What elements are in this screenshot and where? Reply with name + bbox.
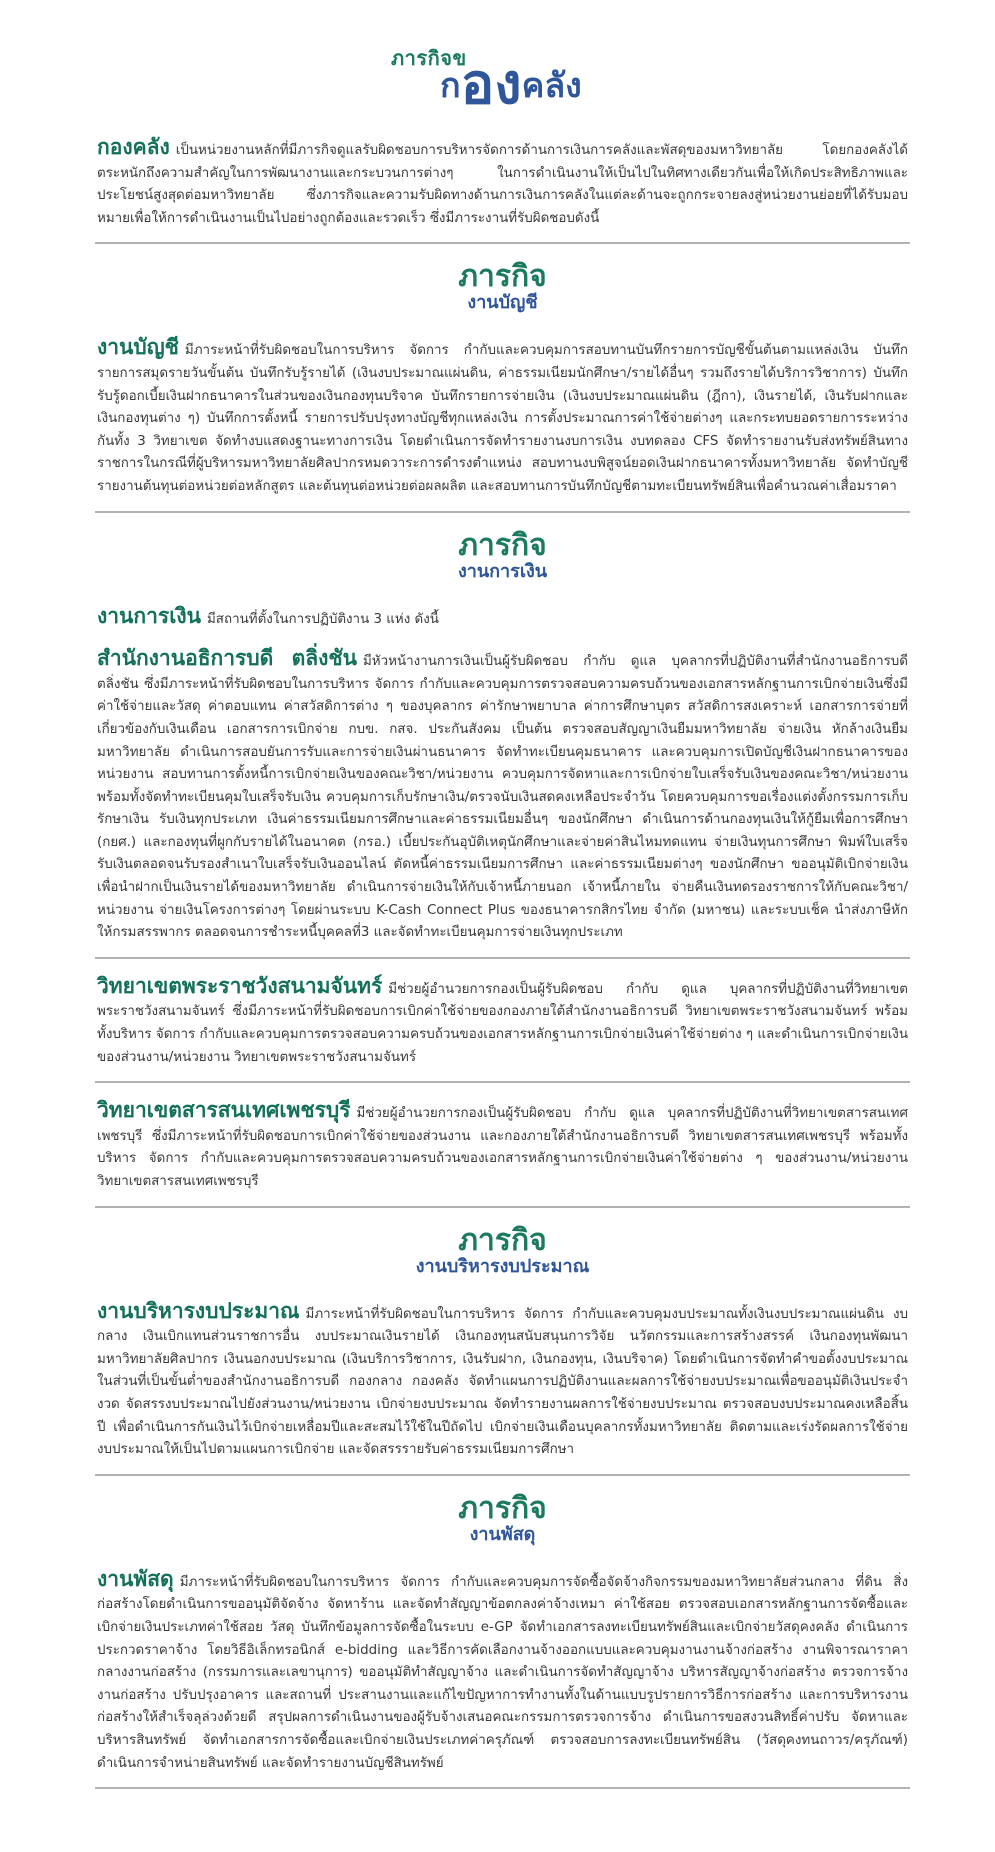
finance-location-paragraph: [95, 975, 910, 1069]
accounting-text: มีภาระหน้าที่รับผิดชอบในการบริหาร จัดการ กำกับและควบคุมการสอบทานบันทึกรายการบัญชีขั้นต้นตามแหล่งเงิน บันทึกรายการสมุดรายวันขั้นต้น บันทึกรับรู้รายได้ (เงินงบประมาณแผ่นดิน, ค่าธรรมเนียมนักศึกษา/รายได้อื่นๆ รวมถึงรายได้บริการวิชาการ) บันทึกรับรู้ดอกเบี้ยเงินฝากธนาคารในส่วนของเงินกองทุนบริจาค บันทึกรายการจ่ายเงิน (เงินงบประมาณแผ่นดิน (ฎีกา), เงินรายได้, เงินรับฝากและเงินกองทุนต่าง ๆ) บันทึกการตั้งหนี้ รายการปรับปรุงทางบัญชีทุกแหล่งเงิน การตั้งประมาณการค่าใช้จ่ายต่างๆ และกระทบยอดรายการระหว่างกันทั้ง 3 วิทยาเขต จัดทำงบแสดงฐานะทางการเงิน โดยดำเนินการจัดทำรายงานงบการเงิน งบทดลอง CFS จัดทำรายงานรับส่งทรัพย์สินทางราชการในกรณีที่ผู้บริหารมหาวิทยาลัยศิลปากรหมดวาระการดำรงตำแหน่ง สอบทานงบพิสูจน์ยอดเงินฝากธนาคารทั้งมหาวิทยาลัย จัดทำบัญชีรายงานต้นทุนต่อหน่วยต่อหลักสูตร และต้นทุนต่อหน่วยต่อผลผลิต และสอบทานการบันทึกบัญชีตามทะเบียนทรัพย์สินเพื่อคำนวณค่าเสื่อมราคา: [97, 343, 908, 494]
hero-prefix: ก: [440, 66, 461, 106]
mission-heading-supplies: [95, 1490, 910, 1545]
intro-lead: กองคลัง: [97, 135, 170, 159]
divider: [95, 1787, 910, 1789]
budget-paragraph: [95, 1300, 910, 1462]
divider: [95, 1206, 910, 1208]
hero-line2: [440, 52, 582, 117]
mission-title: ภารกิจ: [458, 527, 547, 563]
mission-title: ภารกิจ: [458, 1222, 547, 1258]
location-lead: สำนักงานอธิการบดี ตลิ่งชัน: [97, 646, 357, 671]
mission-heading-accounting: [95, 259, 910, 314]
intro-paragraph: [95, 136, 910, 230]
finance-location-paragraph: [95, 647, 910, 945]
finance-location-paragraph: [95, 1099, 910, 1193]
mission-title: ภารกิจ: [458, 259, 547, 295]
page: [95, 0, 910, 1789]
mission-subtitle: งานการเงิน: [457, 560, 548, 582]
mission-subtitle: งานบริหารงบประมาณ: [415, 1255, 590, 1277]
mission-heading-finance: [95, 527, 910, 582]
location-lead: วิทยาเขตสารสนเทศเพชรบุรี: [97, 1098, 351, 1123]
location-text: มีช่วยผู้อำนวยการกองเป็นผู้รับผิดชอบ กำกับ ดูแล บุคลากรที่ปฏิบัติงานที่วิทยาเขตพระราชวังสนามจันทร์ ซึ่งมีภาระหน้าที่รับผิดชอบการเบิกค่าใช้จ่ายของกองภายใต้สำนักงานอธิการบดี วิทยาเขตพระราชวังสนามจันทร์ พร้อมทั้งบริหาร จัดการ กำกับและควบคุมการตรวจสอบความครบถ้วนของเอกสารหลักฐานการเบิกจ่ายเงินค่าใช้จ่ายต่าง ๆ และดำเนินการเบิกจ่ายเงินของส่วนงาน/หน่วยงาน วิทยาเขตพระราชวังสนามจันทร์: [97, 981, 908, 1065]
divider: [95, 957, 910, 959]
divider: [95, 1081, 910, 1083]
mission-heading-budget: [95, 1222, 910, 1277]
accounting-paragraph: [95, 336, 910, 498]
mission-subtitle: งานพัสดุ: [469, 1523, 536, 1545]
budget-text: มีภาระหน้าที่รับผิดชอบในการบริหาร จัดการ กำกับและควบคุมงบประมาณทั้งเงินงบประมาณแผ่นดิน งบกลาง เงินเบิกแทนส่วนราชการอื่น งบประมาณเงินรายได้ เงินกองทุนสนับสนุนการวิจัย นวัตกรรมและการสร้างสรรค์ เงินกองทุนพัฒนามหาวิทยาลัยศิลปากร เงินนอกงบประมาณ (เงินบริการวิชาการ, เงินรับฝาก, เงินกองทุน, เงินบริจาค) โดยดำเนินการจัดทำคำขอตั้งงบประมาณในส่วนที่เป็นขั้นต่ำของสำนักงานอธิการบดี กองกลาง กองคลัง จัดทำแผนการปฏิบัติงานและผลการใช้จ่ายงบประมาณเพื่อขออนุมัติเงินประจำงวด จัดสรรงบประมาณไปยังส่วนงาน/หน่วยงาน เบิกจ่ายงบประมาณ จัดทำรายงานผลการใช้จ่ายงบประมาณ ตรวจสอบงบประมาณคงเหลือสิ้นปี เพื่อดำเนินการกันเงินไว้เบิกจ่ายเหลื่อมปีและสะสมไว้ใช้ในปีถัดไป เบิกจ่ายเงินเดือนบุคลากรทั้งมหาวิทยาลัย ติดตามและเร่งรัดผลการใช้จ่ายงบประมาณให้เป็นไปตามแผนการเบิกจ่าย และจัดสรรรายรับค่าธรรมเนียมการศึกษา: [97, 1306, 908, 1458]
mission-subtitle: งานบัญชี: [467, 292, 538, 314]
supplies-paragraph: [95, 1568, 910, 1775]
budget-lead: งานบริหารงบประมาณ: [97, 1298, 300, 1323]
accounting-lead: งานบัญชี: [97, 335, 179, 360]
hero-suffix: คลัง: [521, 66, 582, 106]
divider: [95, 242, 910, 244]
divider: [95, 511, 910, 513]
hero-title: [95, 38, 910, 117]
finance-lead: งานการเงิน: [97, 603, 201, 628]
hero-big: อง: [460, 52, 522, 117]
location-text: มีหัวหน้างานการเงินเป็นผู้รับผิดชอบ กำกับ ดูแล บุคลากรที่ปฏิบัติงานที่สำนักงานอธิการบดี ตลิ่งชัน ซึ่งมีภาระหน้าที่รับผิดชอบในการบริหาร จัดการ กำกับและควบคุมการตรวจสอบความครบถ้วนของเอกสารหลักฐานการเบิกจ่ายเงินซึ่งมีค่าใช้จ่ายและวัสดุ ค่าตอบแทน ค่าสวัสดิการต่าง ๆ ของบุคลากร ค่ารักษาพยาบาล ค่าการศึกษาบุตร สวัสดิการสงเคราะห์ เอกสารการจ่ายที่เกี่ยวข้องกับเงินเดือน เอกสารการเบิกจ่าย กบข. กสจ. ประกันสังคม เป็นต้น ตรวจสอบสัญญาเงินยืมมหาวิทยาลัย จ่ายเงิน หักล้างเงินยืมมหาวิทยาลัย ดำเนินการสอบยันการรับและการจ่ายเงินผ่านธนาคาร จัดทำทะเบียนคุมธนาคาร และควบคุมการเปิดบัญชีเงินฝากธนาคารของหน่วยงาน สอบทานการตั้งหนี้การเบิกจ่ายเงินของคณะวิชา/หน่วยงาน ควบคุมการจัดหาและการเบิกจ่ายใบเสร็จรับเงินของคณะวิชา/หน่วยงาน พร้อมทั้งจัดทำทะเบียนคุมใบเสร็จรับเงิน ควบคุมการเก็บรักษาเงิน/ตรวจนับเงินสดคงเหลือประจำวัน โดยควบคุมการขอเรื่องแต่งตั้งกรรมการเก็บรักษาเงิน รับเงินทุกประเภท เงินค่าธรรมเนียมการศึกษาและค่าธรรมเนียมอื่นๆ ของนักศึกษา ดำเนินการด้านกองทุนเงินให้กู้ยืมเพื่อการศึกษา (กยศ.) และกองทุนที่ผูกกับรายได้ในอนาคต (กรอ.) เบี้ยประกันอุบัติเหตุนักศึกษาและจ่ายค่าสินไหมทดแทน จ่ายเงินทุนการศึกษา พิมพ์ใบเสร็จรับเงินตลอดจนรับรองสำเนาใบเสร็จรับเงินออนไลน์ ตัดหนี้ค่าธรรมเนียมการศึกษา และค่าธรรมเนียมต่างๆ ของนักศึกษา ขออนุมัติเบิกจ่ายเงินเพื่อนำฝากเป็นเงินรายได้ของมหาวิทยาลัย ดำเนินการจ่ายเงินให้กับเจ้าหนี้ภายนอก เจ้าหนี้ภายใน จ่ายคืนเงินทดรองราชการให้กับคณะวิชา/หน่วยงาน จ่ายเงินโครงการต่างๆ โดยผ่านระบบ K-Cash Connect Plus ของธนาคารกสิกรไทย จำกัด (มหาชน) และระบบเช็ค นำส่งภาษีหักให้กรมสรรพากร ตลอดจนการชำระหนี้บุคคลที่3 และจัดทำทะเบียนคุมการจ่ายเงินทุกประเภท: [97, 654, 908, 941]
supplies-lead: งานพัสดุ: [97, 1566, 174, 1591]
location-text: มีช่วยผู้อำนวยการกองเป็นผู้รับผิดชอบ กำกับ ดูแล บุคลากรที่ปฏิบัติงานที่วิทยาเขตสารสนเทศเพชรบุรี ซึ่งมีภาระหน้าที่รับผิดชอบการเบิกค่าใช้จ่ายของส่วนงาน และกองภายใต้สำนักงานอธิการบดี วิทยาเขตสารสนเทศเพชรบุรี พร้อมทั้งบริหาร จัดการ กำกับและควบคุมการตรวจสอบความครบถ้วนของเอกสารหลักฐานการเบิกจ่ายเงินค่าใช้จ่ายต่าง ๆ ของส่วนงาน/หน่วยงาน วิทยาเขตสารสนเทศเพชรบุรี: [97, 1106, 908, 1189]
location-lead: วิทยาเขตพระราชวังสนามจันทร์: [97, 973, 383, 998]
supplies-text: มีภาระหน้าที่รับผิดชอบในการบริหาร จัดการ กำกับและควบคุมการจัดซื้อจัดจ้างกิจกรรมของมหาวิทยาลัยส่วนกลาง ที่ดิน สิ่งก่อสร้างโดยดำเนินการขออนุมัติจัดจ้าง จัดหาร้าน และจัดทำสัญญาข้อตกลงค่าจ้างเหมา ค่าใช้สอย ตรวจสอบเอกสารหลักฐานการจัดซื้อและเบิกจ่ายเงินประเภทค่าใช้สอย วัสดุ บันทึกข้อมูลการจัดซื้อในระบบ e-GP จัดทำเอกสารลงทะเบียนทรัพย์สินและเบิกจ่ายวัสดุคงคลัง ดำเนินการประกวดราคาจ้าง โดยวิธีอิเล็กทรอนิกส์ e-bidding และวิธีการคัดเลือกงานจ้างออกแบบและควบคุมงานงานจ้างก่อสร้าง งานพิจารณาราคากลางงานก่อสร้าง (กรรมการและเลขานุการ) ขออนุมัติทำสัญญาจ้าง และดำเนินการจัดทำสัญญาจ้าง บริหารสัญญาจ้างก่อสร้าง ตรวจการจ้างงานก่อสร้าง ปรับปรุงอาคาร และสถานที่ ประสานงานและแก้ไขปัญหาการทำงานทั้งในด้านแบบรูปรายการวิธีการก่อสร้าง และการบริหารงานก่อสร้างให้สำเร็จลุล่วงด้วยดี สรุปผลการดำเนินงานของผู้รับจ้างเสนอคณะกรรมการตรวจการจ้าง ดำเนินการขอสงวนสิทธิ์ค่าปรับ จัดหาและบริหารสินทรัพย์ จัดทำเอกสารการจัดซื้อและเบิกจ่ายเงินประเภทค่าครุภัณฑ์ ตรวจสอบการลงทะเบียนทรัพย์สิน (วัสดุคงทนถาวร/ครุภัณฑ์) ดำเนินการจำหน่ายสินทรัพย์ และจัดทำรายงานบัญชีสินทรัพย์: [97, 1574, 908, 1771]
divider: [95, 1474, 910, 1476]
hero-line1: ภารกิจข: [391, 46, 467, 70]
finance-paragraph: [95, 605, 910, 632]
intro-text: เป็นหน่วยงานหลักที่มีภารกิจดูแลรับผิดชอบการบริหารจัดการด้านการเงินการคลังและพัสดุของมหาวิทยาลัย โดยกองคลังได้ตระหนักถึงความสำคัญในการพัฒนางานและกระบวนการต่างๆ ในการดำเนินงานให้เป็นไปในทิศทางเดียวกันเพื่อให้เกิดประสิทธิภาพและประโยชน์สูงสุดต่อมหาวิทยาลัย ซึ่งภารกิจและความรับผิดทางด้านการเงินการคลังในแต่ละด้านจะถูกกระจายลงสู่หน่วยงานย่อยที่ได้รับมอบหมายเพื่อให้การดำเนินงานเป็นไปอย่างถูกต้องและรวดเร็ว ซึ่งมีภาระงานที่รับผิดชอบดังนี้: [97, 143, 908, 226]
finance-text: มีสถานที่ตั้งในการปฏิบัติงาน 3 แห่ง ดังนี้: [206, 611, 439, 627]
mission-title: ภารกิจ: [458, 1490, 547, 1526]
